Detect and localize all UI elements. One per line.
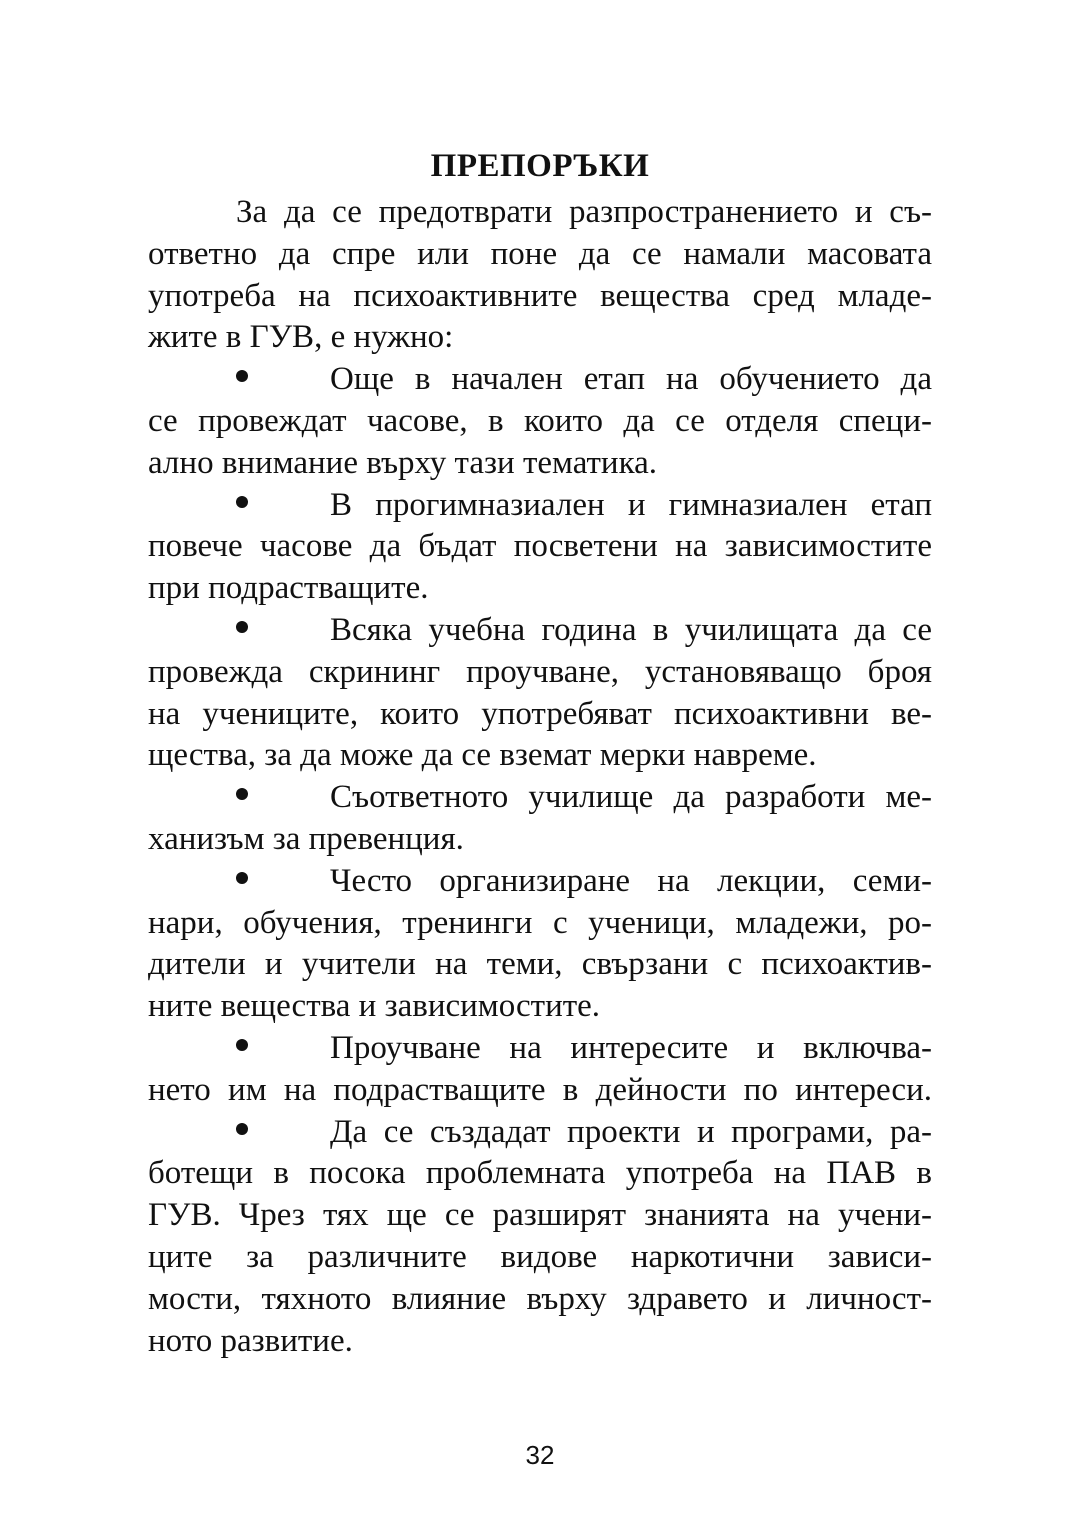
bullet-item: [148, 777, 932, 861]
bullet-item: [148, 1112, 932, 1363]
bullet-first-line: Често организиране на лекции, семи-: [330, 862, 932, 899]
bullet-item: [148, 485, 932, 610]
bullet-dot-icon: [236, 788, 248, 800]
bullet-first-line: Проучване на интересите и включва-: [330, 1029, 932, 1066]
bullet-line: мости, тяхното влияние върху здравето и личност-: [148, 1280, 932, 1317]
bullet-item: [148, 359, 932, 484]
bullet-line: ГУВ. Чрез тях ще се разширят знанията на учени-: [148, 1197, 932, 1234]
bullet-first-line: Всяка учебна година в училищата да се: [330, 611, 932, 648]
bullet-dot-icon: [236, 621, 248, 633]
intro-line: ответно да спре или поне да се намали масовата: [148, 235, 932, 272]
bullet-first-line: В прогимназиален и гимназиален етап: [330, 486, 932, 523]
page-body: [148, 140, 932, 1362]
bullet-line: ните вещества и зависимостите.: [148, 988, 601, 1025]
bullet-line: щества, за да може да се вземат мерки навреме.: [148, 737, 817, 774]
bullet-first-line: Да се създадат проекти и програми, ра-: [330, 1113, 932, 1150]
bullet-line: ното развитие.: [148, 1322, 353, 1359]
bullet-line: нари, обучения, тренинги с ученици, младежи, ро-: [148, 904, 932, 941]
intro-line: употреба на психоактивните вещества сред младе-: [148, 277, 932, 314]
intro-line: За да се предотврати разпространението и съ-: [236, 194, 932, 230]
bullet-line: дители и учители на теми, свързани с психоактив-: [148, 946, 932, 983]
bullet-first-line: Още в начален етап на обучението да: [330, 361, 932, 398]
bullet-line: на учениците, които употребяват психоактивни ве-: [148, 695, 932, 732]
bullet-line: ботещи в посока проблемната употреба на ПАВ в: [148, 1155, 932, 1192]
bullet-line: ците за различните видове наркотични зависи-: [148, 1238, 932, 1275]
page-number: 32: [525, 1440, 555, 1470]
page-title: ПРЕПОРЪКИ: [430, 148, 650, 184]
bullet-item: [148, 861, 932, 1028]
bullet-line: ално внимание върху тази тематика.: [148, 444, 658, 481]
bullet-line: при подрастващите.: [148, 570, 429, 607]
bullet-line: нето им на подрастващите в дейности по интереси.: [148, 1071, 932, 1108]
bullet-first-line: Съответното училище да разработи ме-: [330, 779, 932, 816]
intro-paragraph: [148, 192, 932, 359]
bullet-item: [148, 1028, 932, 1112]
bullet-dot-icon: [236, 1039, 248, 1051]
bullet-line: ханизъм за превенция.: [148, 820, 464, 857]
bullet-item: [148, 610, 932, 777]
bullet-dot-icon: [236, 370, 248, 382]
bullet-dot-icon: [236, 1123, 248, 1135]
bullet-dot-icon: [236, 872, 248, 884]
bullet-line: се провеждат часове, в които да се отделя специ-: [148, 402, 932, 439]
bullet-dot-icon: [236, 496, 248, 508]
bullet-line: повече часове да бъдат посветени на зависимостите: [148, 528, 932, 565]
intro-line: жите в ГУВ, е нужно:: [148, 319, 454, 356]
bullet-line: провежда скрининг проучване, установяващо броя: [148, 653, 932, 690]
